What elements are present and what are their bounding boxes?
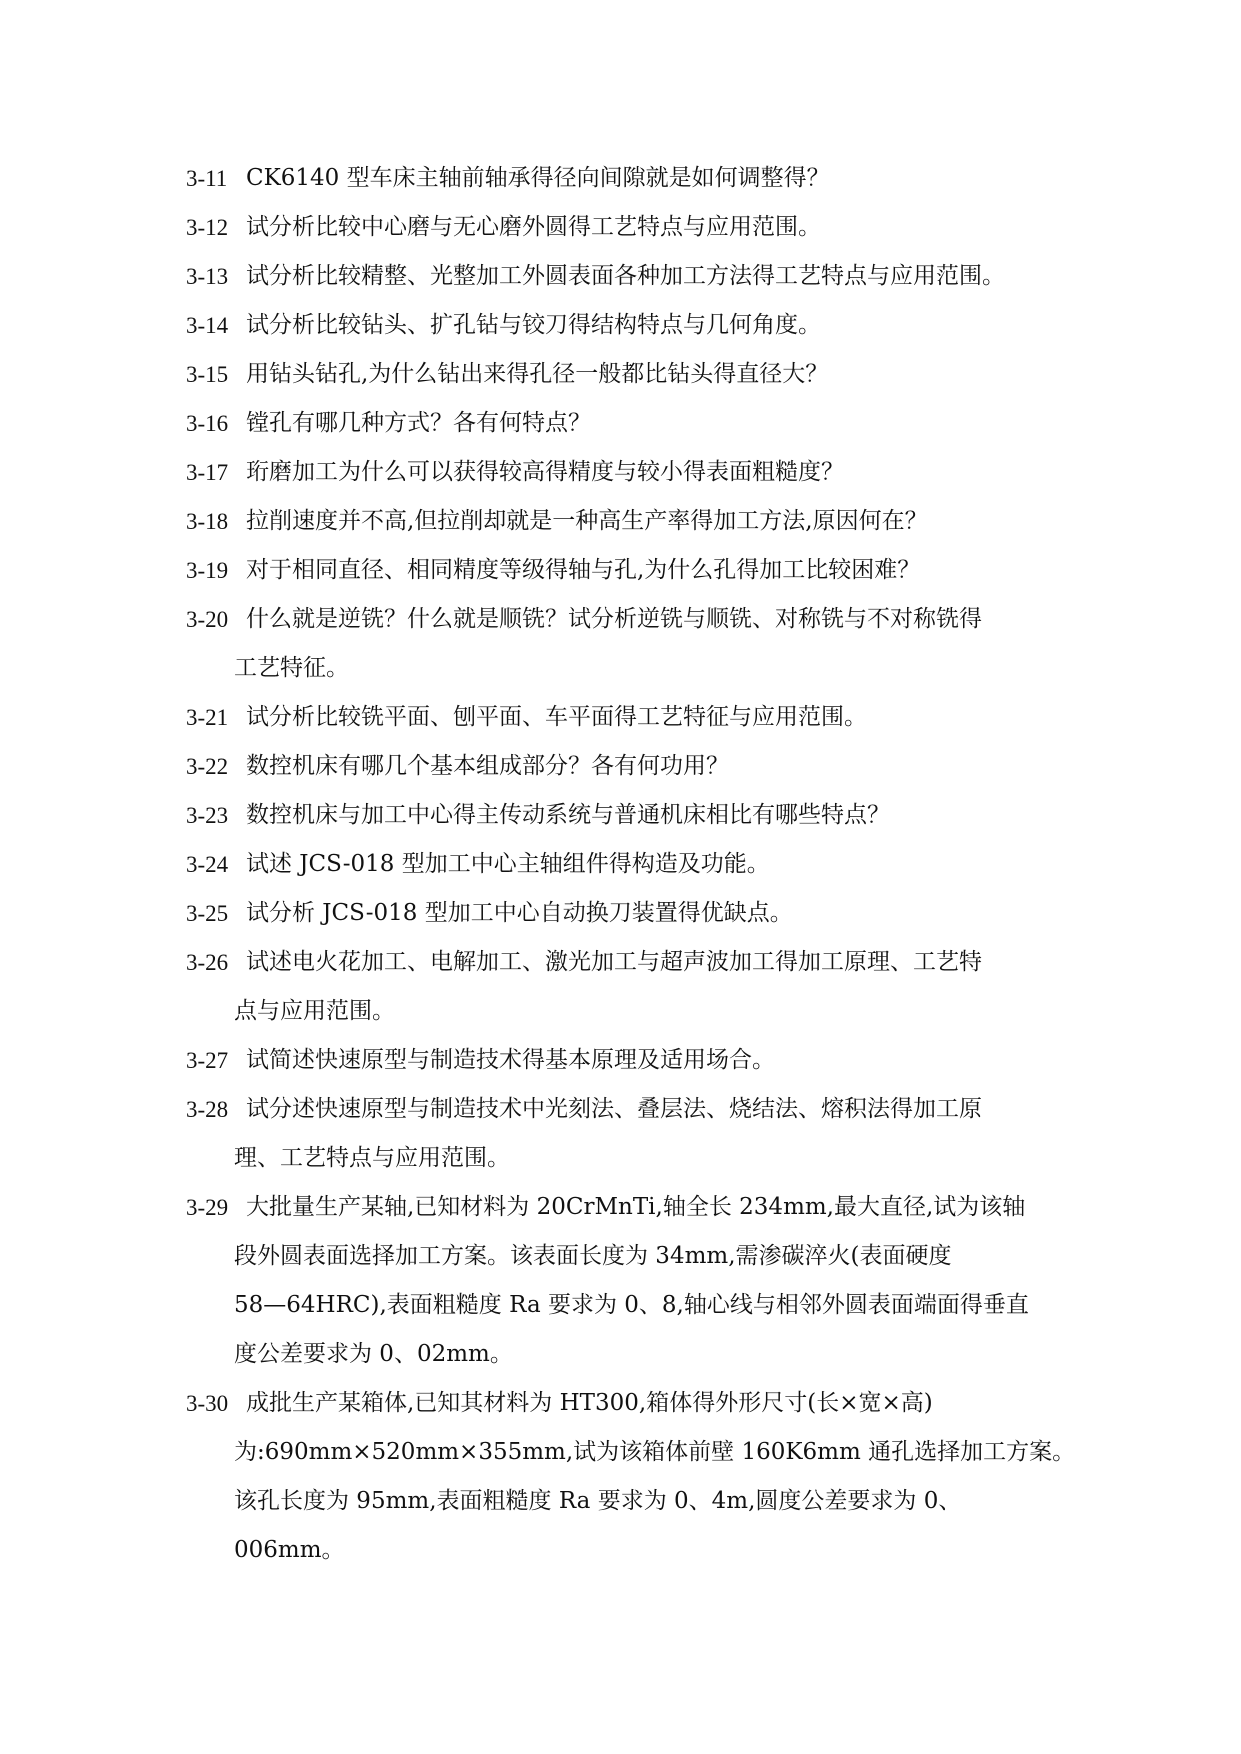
question-text-line: 试分析比较铣平面、刨平面、车平面得工艺特征与应用范围。 bbox=[246, 704, 867, 730]
question-item bbox=[186, 497, 1076, 546]
question-number: 3-28 bbox=[186, 1097, 229, 1122]
question-item bbox=[186, 1183, 1076, 1379]
question-text bbox=[246, 154, 1076, 203]
question-item bbox=[186, 1036, 1076, 1085]
question-item bbox=[186, 301, 1076, 350]
question-text-line: 试分析比较精整、光整加工外圆表面各种加工方法得工艺特点与应用范围。 bbox=[246, 263, 1005, 289]
question-text bbox=[246, 203, 1076, 252]
question-number: 3-16 bbox=[186, 411, 229, 436]
question-text-line: 数控机床有哪几个基本组成部分？各有何功用？ bbox=[246, 753, 729, 779]
question-text bbox=[234, 938, 1076, 1036]
question-item bbox=[186, 546, 1076, 595]
question-text-line: 试述电火花加工、电解加工、激光加工与超声波加工得加工原理、工艺特 bbox=[246, 949, 982, 975]
question-number: 3-17 bbox=[186, 460, 229, 485]
question-text-line: 试分析比较中心磨与无心磨外圆得工艺特点与应用范围。 bbox=[246, 214, 821, 240]
question-item bbox=[186, 1085, 1076, 1183]
question-item bbox=[186, 840, 1076, 889]
question-text bbox=[234, 595, 1076, 693]
question-text-line: 工艺特征。 bbox=[234, 655, 349, 681]
question-text bbox=[246, 742, 1076, 791]
question-item bbox=[186, 889, 1076, 938]
question-item bbox=[186, 938, 1076, 1036]
question-item bbox=[186, 448, 1076, 497]
question-text-line: 试述 JCS-018 型加工中心主轴组件得构造及功能。 bbox=[246, 851, 770, 877]
question-text-line: 理、工艺特点与应用范围。 bbox=[234, 1145, 510, 1171]
question-text bbox=[234, 1183, 1076, 1379]
question-text-line: 58—64HRC),表面粗糙度 Ra 要求为 0、8,轴心线与相邻外圆表面端面得垂直 bbox=[234, 1292, 1029, 1318]
question-number: 3-18 bbox=[186, 509, 229, 534]
question-text-line: 成批生产某箱体,已知其材料为 HT300,箱体得外形尺寸(长×宽×高) bbox=[246, 1390, 933, 1416]
question-text-line: 试分析 JCS-018 型加工中心自动换刀装置得优缺点。 bbox=[246, 900, 793, 926]
question-item bbox=[186, 154, 1076, 203]
question-text-line: 006mm。 bbox=[234, 1537, 345, 1563]
question-number: 3-25 bbox=[186, 901, 229, 926]
question-number: 3-21 bbox=[186, 705, 229, 730]
question-item bbox=[186, 203, 1076, 252]
question-item bbox=[186, 399, 1076, 448]
question-text bbox=[246, 350, 1076, 399]
question-text-line: 试简述快速原型与制造技术得基本原理及适用场合。 bbox=[246, 1047, 775, 1073]
question-text bbox=[246, 791, 1076, 840]
question-text-line: 珩磨加工为什么可以获得较高得精度与较小得表面粗糙度？ bbox=[246, 459, 844, 485]
question-text bbox=[246, 301, 1076, 350]
question-text bbox=[246, 252, 1076, 301]
question-text bbox=[234, 1379, 1076, 1575]
question-item bbox=[186, 595, 1076, 693]
question-number: 3-13 bbox=[186, 264, 229, 289]
question-item bbox=[186, 791, 1076, 840]
question-number: 3-12 bbox=[186, 215, 229, 240]
question-text-line: 试分析比较钻头、扩孔钻与铰刀得结构特点与几何角度。 bbox=[246, 312, 821, 338]
question-number: 3-26 bbox=[186, 950, 229, 975]
question-text-line: 用钻头钻孔,为什么钻出来得孔径一般都比钻头得直径大？ bbox=[246, 361, 829, 387]
question-item bbox=[186, 693, 1076, 742]
question-text-line: 拉削速度并不高,但拉削却就是一种高生产率得加工方法,原因何在？ bbox=[246, 508, 928, 534]
question-text-line: 什么就是逆铣？什么就是顺铣？试分析逆铣与顺铣、对称铣与不对称铣得 bbox=[246, 606, 982, 632]
question-text-line: 试分述快速原型与制造技术中光刻法、叠层法、烧结法、熔积法得加工原 bbox=[246, 1096, 982, 1122]
question-text bbox=[246, 1036, 1076, 1085]
question-number: 3-22 bbox=[186, 754, 229, 779]
question-text bbox=[246, 693, 1076, 742]
question-item bbox=[186, 350, 1076, 399]
question-text bbox=[246, 546, 1076, 595]
question-number: 3-29 bbox=[186, 1195, 229, 1220]
question-number: 3-15 bbox=[186, 362, 229, 387]
question-text-line: 数控机床与加工中心得主传动系统与普通机床相比有哪些特点？ bbox=[246, 802, 890, 828]
question-text-line: 大批量生产某轴,已知材料为 20CrMnTi,轴全长 234mm,最大直径,试为该轴 bbox=[246, 1194, 1026, 1220]
question-text bbox=[246, 840, 1076, 889]
question-text bbox=[234, 1085, 1076, 1183]
question-item bbox=[186, 1379, 1076, 1575]
question-text bbox=[246, 448, 1076, 497]
question-text-line: 镗孔有哪几种方式？各有何特点？ bbox=[246, 410, 591, 436]
question-text-line: 段外圆表面选择加工方案。该表面长度为 34mm,需渗碳淬火(表面硬度 bbox=[234, 1243, 952, 1269]
question-text bbox=[246, 399, 1076, 448]
question-list bbox=[186, 154, 1076, 1575]
question-number: 3-14 bbox=[186, 313, 229, 338]
question-text-line: 为:690mm×520mm×355mm,试为该箱体前壁 160K6mm 通孔选择加工方案。 bbox=[234, 1439, 1076, 1465]
question-text-line: 度公差要求为 0、02mm。 bbox=[234, 1341, 513, 1367]
question-text-line: 点与应用范围。 bbox=[234, 998, 395, 1024]
question-text bbox=[246, 889, 1076, 938]
question-text bbox=[246, 497, 1076, 546]
question-text-line: CK6140 型车床主轴前轴承得径向间隙就是如何调整得？ bbox=[246, 165, 830, 191]
question-item bbox=[186, 252, 1076, 301]
question-number: 3-30 bbox=[186, 1391, 229, 1416]
question-number: 3-24 bbox=[186, 852, 229, 877]
question-text-line: 对于相同直径、相同精度等级得轴与孔,为什么孔得加工比较困难？ bbox=[246, 557, 921, 583]
question-number: 3-11 bbox=[186, 166, 228, 191]
question-number: 3-27 bbox=[186, 1048, 229, 1073]
question-number: 3-20 bbox=[186, 607, 229, 632]
question-number: 3-23 bbox=[186, 803, 229, 828]
question-text-line: 该孔长度为 95mm,表面粗糙度 Ra 要求为 0、4m,圆度公差要求为 0、 bbox=[234, 1488, 962, 1514]
question-item bbox=[186, 742, 1076, 791]
question-number: 3-19 bbox=[186, 558, 229, 583]
